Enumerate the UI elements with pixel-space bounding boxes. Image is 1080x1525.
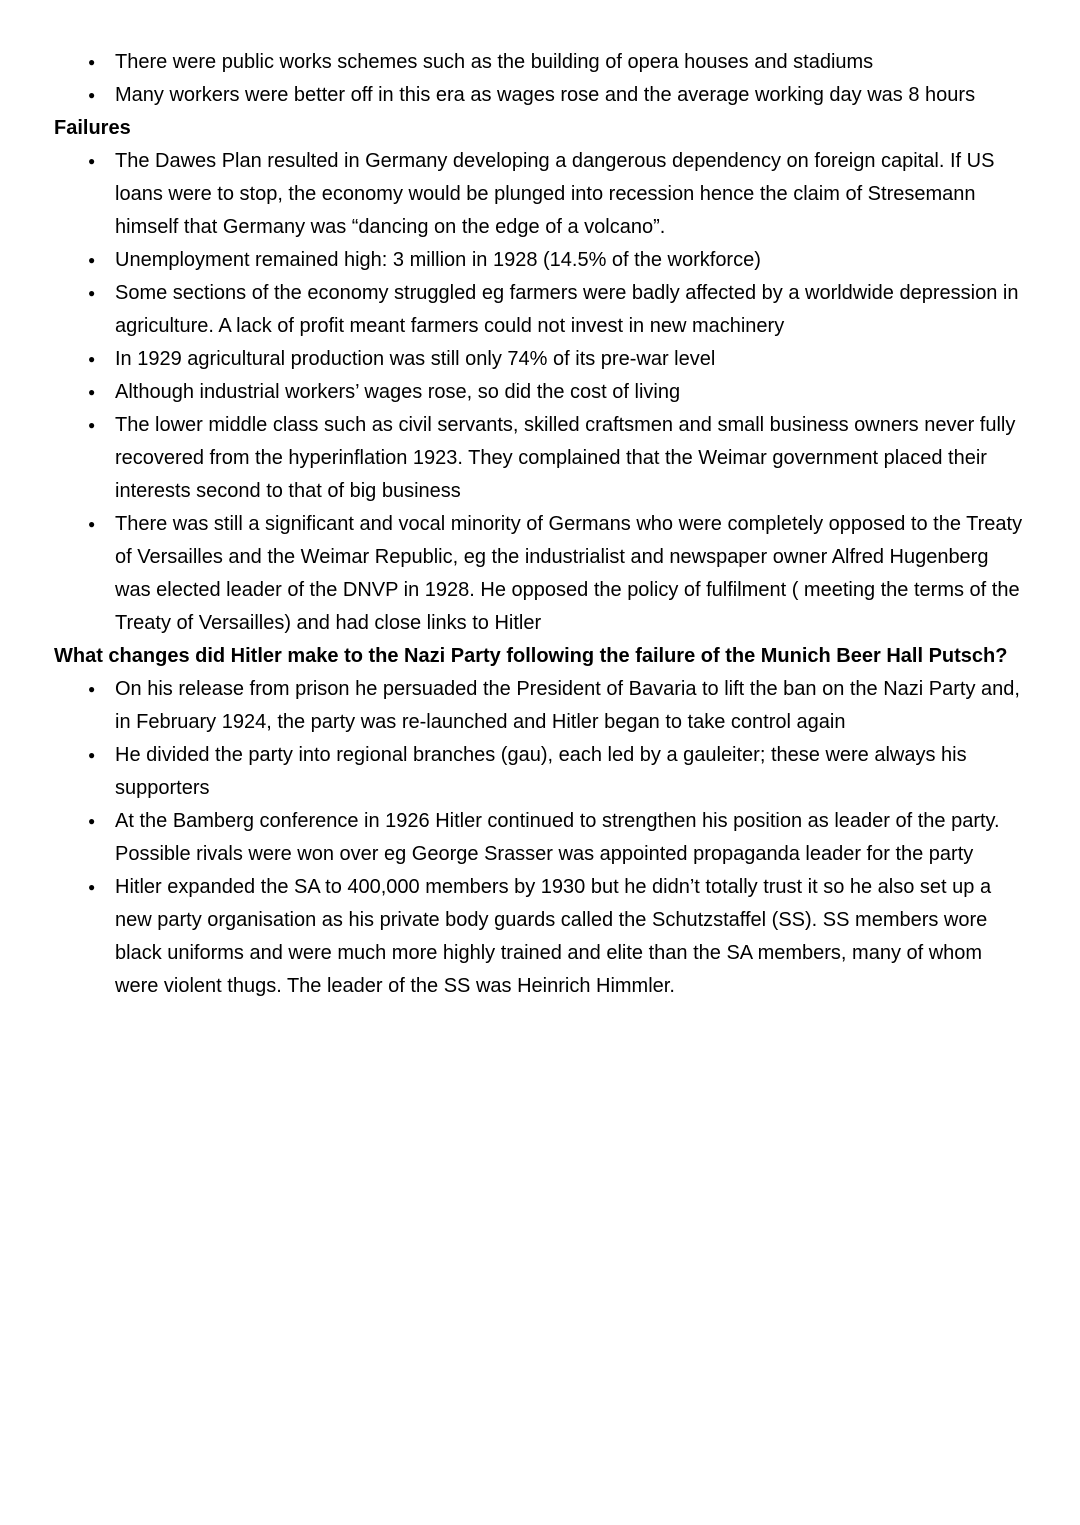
list-item: ● Although industrial workers’ wages rose, so did the cost of living xyxy=(115,376,1025,409)
bullet-list-failures xyxy=(54,145,1025,640)
list-item: ● The lower middle class such as civil servants, skilled craftsmen and small business owners never fully recovered from the hyperinflation 1923. They complained that the Weimar government placed their interests second to that of big business xyxy=(115,409,1025,508)
list-item: ● On his release from prison he persuaded the President of Bavaria to lift the ban on the Nazi Party and, in February 1924, the party was re-launched and Hitler began to take control again xyxy=(115,673,1025,739)
bullet-list-nazi-changes xyxy=(54,673,1025,1003)
list-item: ● He divided the party into regional branches (gau), each led by a gauleiter; these were always his supporters xyxy=(115,739,1025,805)
list-item: ● There were public works schemes such as the building of opera houses and stadiums xyxy=(115,46,1025,79)
heading-failures: Failures xyxy=(54,117,131,139)
heading-nazi-party-changes: What changes did Hitler make to the Nazi Party following the failure of the Munich Beer Hall Putsch? xyxy=(54,645,1008,667)
list-item: ● Hitler expanded the SA to 400,000 members by 1930 but he didn’t totally trust it so he also set up a new party organisation as his private body guards called the Schutzstaffel (SS). SS members wore black uniforms and were much more highly trained and elite than the SA members, many of whom were violent thugs. The leader of the SS was Heinrich Himmler. xyxy=(115,871,1025,1003)
list-item: ● There was still a significant and vocal minority of Germans who were completely opposed to the Treaty of Versailles and the Weimar Republic, eg the industrialist and newspaper owner Alfred Hugenberg was elected leader of the DNVP in 1928. He opposed the policy of fulfilment ( meeting the terms of the Treaty of Versailles) and had close links to Hitler xyxy=(115,508,1025,640)
list-item: ● Some sections of the economy struggled eg farmers were badly affected by a worldwide depression in agriculture. A lack of profit meant farmers could not invest in new machinery xyxy=(115,277,1025,343)
list-item: ● Unemployment remained high: 3 million in 1928 (14.5% of the workforce) xyxy=(115,244,1025,277)
list-item: ● In 1929 agricultural production was still only 74% of its pre-war level xyxy=(115,343,1025,376)
list-item: ● Many workers were better off in this era as wages rose and the average working day was 8 hours xyxy=(115,79,1025,112)
bullet-list-successes-tail xyxy=(54,46,1025,112)
list-item: ● At the Bamberg conference in 1926 Hitler continued to strengthen his position as leader of the party. Possible rivals were won over eg George Srasser was appointed propaganda leader for the party xyxy=(115,805,1025,871)
list-item: ● The Dawes Plan resulted in Germany developing a dangerous dependency on foreign capital. If US loans were to stop, the economy would be plunged into recession hence the claim of Stresemann himself that Germany was “dancing on the edge of a volcano”. xyxy=(115,145,1025,244)
